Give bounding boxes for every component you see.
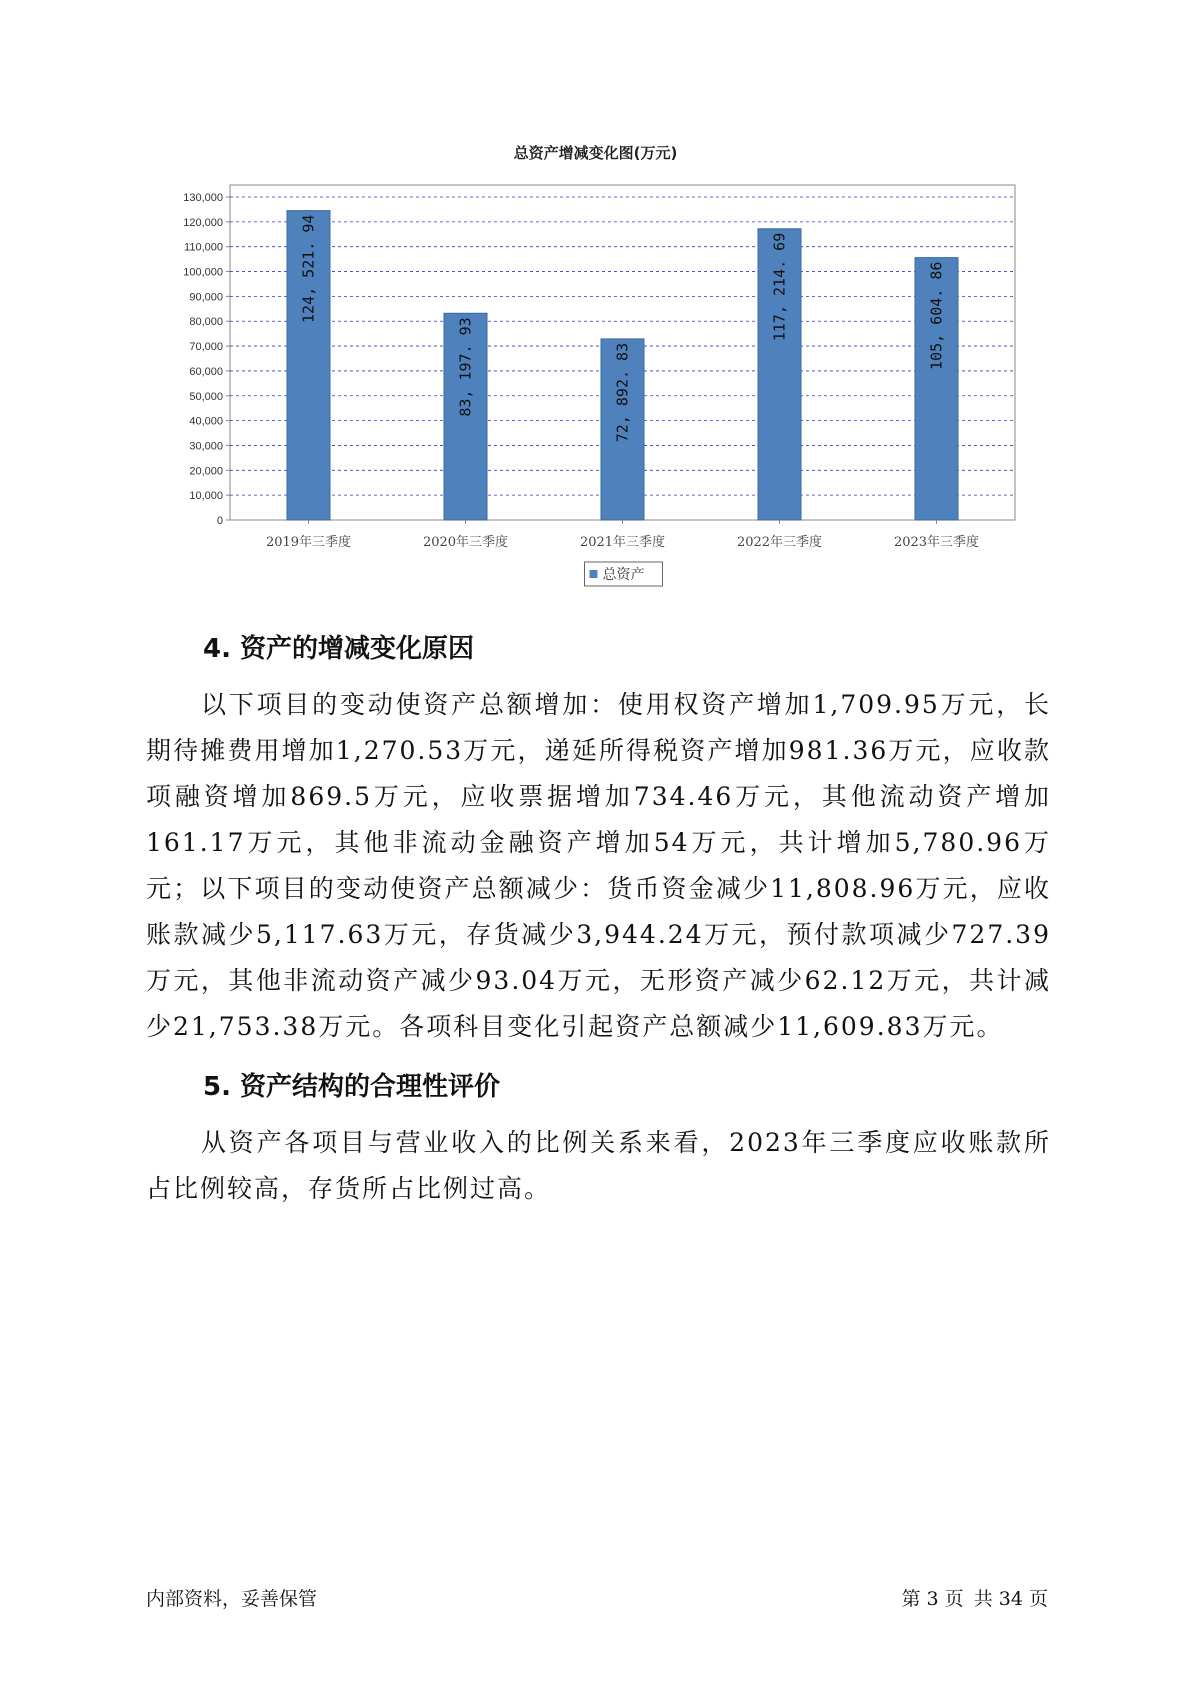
y-tick-label: 60,000 — [189, 365, 223, 378]
y-tick-label: 120,000 — [183, 216, 223, 229]
bar-data-label: 72, 892. 83 — [613, 342, 632, 443]
legend-label: 总资产 — [602, 567, 645, 583]
bar-data-label: 105, 604. 86 — [927, 261, 946, 370]
footer-confidential-note: 内部资料，妥善保管 — [146, 1588, 318, 1610]
y-tick-label: 40,000 — [189, 415, 223, 428]
total-pages: 共 34 页 — [973, 1588, 1048, 1610]
bar-data-label: 83, 197. 93 — [456, 317, 475, 417]
x-category-label: 2019年三季度 — [265, 535, 352, 550]
footer-page-info — [898, 1584, 1048, 1611]
y-tick-label: 10,000 — [189, 490, 223, 503]
y-tick-label: 100,000 — [183, 266, 223, 279]
chart-title: 总资产增减变化图(万元) — [513, 144, 678, 162]
bar-data-label: 117, 214. 69 — [770, 232, 789, 342]
section-4-paragraph: 以下项目的变动使资产总额增加：使用权资产增加1,709.95万元，长期待摊费用增加1,270.53万元，递延所得税资产增加981.36万元，应收款项融资增加869.5万元，应收票据增加734.46万元，其他流动资产增加161.17万元，其他非流动金融资产增加54万元，共计增加5,780.96万元；以下项目的变动使资产总额减少：货币资金减少11,808.96万元，应收账款减少5,117.63万元，存货减少3,944.24万元，预付款项减少727.39万元，其他非流动资产减少93.04万元，无形资产减少62.12万元，共计减少21,753.38万元。各项科目变化引起资产总额减少11,609.83万元。 — [146, 690, 1051, 1041]
y-tick-label: 70,000 — [189, 341, 223, 354]
section-5-paragraph: 从资产各项目与营业收入的比例关系来看，2023年三季度应收账款所占比例较高，存货所占比例过高。 — [146, 1128, 1051, 1203]
y-tick-label: 130,000 — [183, 192, 223, 204]
bar-data-label: 124, 521. 94 — [299, 214, 318, 323]
y-tick-label: 110,000 — [184, 241, 223, 254]
section-4-heading: 4. 资产的增减变化原因 — [203, 634, 475, 664]
x-category-label: 2023年三季度 — [893, 535, 980, 550]
total-assets-bar-chart — [150, 175, 980, 583]
x-category-label: 2022年三季度 — [736, 535, 823, 550]
y-tick-label: 50,000 — [189, 390, 223, 403]
section-5-heading: 5. 资产结构的合理性评价 — [203, 1072, 501, 1102]
y-tick-label: 20,000 — [189, 465, 223, 478]
y-tick-label: 80,000 — [189, 316, 223, 329]
y-tick-label: 30,000 — [189, 440, 223, 453]
legend-swatch — [590, 570, 598, 578]
x-category-label: 2021年三季度 — [579, 535, 666, 550]
x-category-label: 2020年三季度 — [422, 535, 509, 550]
y-tick-label: 90,000 — [189, 291, 223, 304]
y-tick-label: 0 — [216, 515, 223, 527]
page-number: 第 3 页 — [901, 1588, 964, 1610]
